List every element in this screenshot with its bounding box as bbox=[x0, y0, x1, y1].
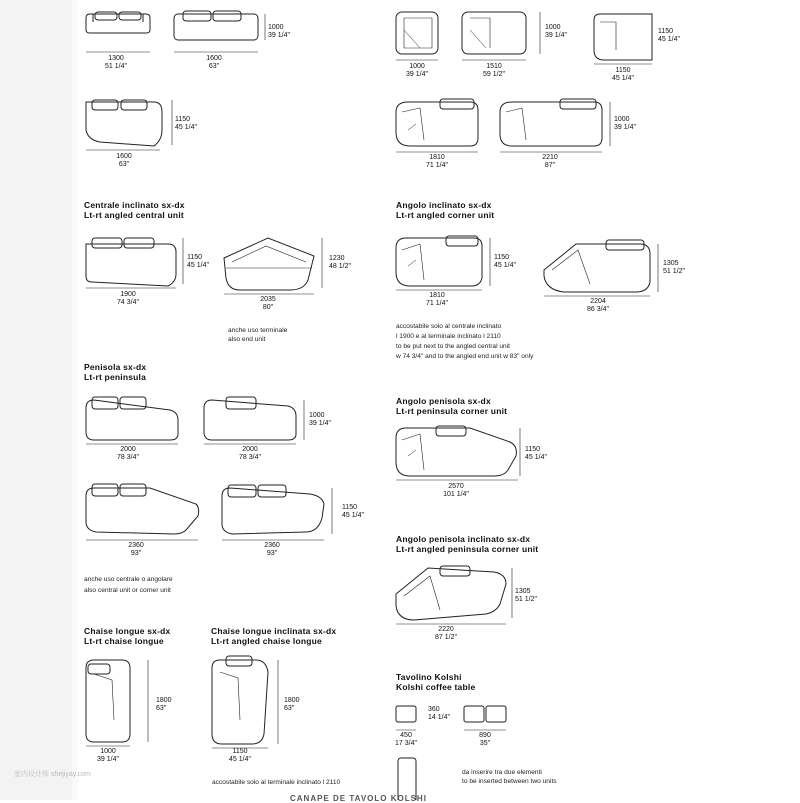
dim-mm: 2000 bbox=[120, 446, 136, 453]
dim-1150-label bbox=[494, 254, 516, 270]
dim-in: 101 1/4" bbox=[443, 491, 469, 498]
title-en: Lt-rt angled corner unit bbox=[396, 210, 495, 220]
dim-mm: 2000 bbox=[242, 446, 258, 453]
watermark: 室内设计师 shejiyay.com bbox=[14, 771, 91, 778]
dim-1000-label bbox=[545, 24, 567, 40]
dim-in: 35" bbox=[479, 740, 491, 747]
dim-1150-label bbox=[220, 748, 260, 764]
dim-1000-label bbox=[268, 24, 290, 40]
dim-mm: 1150 bbox=[525, 446, 541, 453]
dim-in: 51 1/2" bbox=[663, 268, 685, 275]
title-en: Kolshi coffee table bbox=[396, 682, 476, 692]
dim-1600-label bbox=[194, 55, 234, 71]
note-peninsula bbox=[84, 574, 173, 596]
corner-1000-drawing bbox=[396, 12, 438, 60]
dim-mm: 1800 bbox=[156, 697, 172, 704]
note-coffee-table bbox=[462, 768, 557, 786]
dim-in: 39 1/4" bbox=[406, 71, 428, 78]
dim-in: 63" bbox=[156, 705, 167, 712]
dim-mm: 2210 bbox=[542, 154, 558, 161]
note-it: da inserire tra due elementi bbox=[462, 769, 542, 776]
dim-in: 63" bbox=[208, 63, 220, 70]
title-en: Lt-rt angled chaise longue bbox=[211, 636, 322, 646]
note-line: w 74 3/4" and to the angled end unit w 83" only bbox=[396, 353, 534, 360]
dim-2210-label bbox=[530, 154, 570, 170]
dim-in: 39 1/4" bbox=[545, 32, 567, 39]
section-title-angled-central bbox=[84, 200, 185, 220]
dim-mm: 2220 bbox=[438, 626, 454, 633]
dim-1900-label bbox=[108, 291, 148, 307]
peninsula-2360-left-drawing bbox=[86, 484, 199, 540]
dim-2360-label bbox=[116, 542, 156, 558]
dim-mm: 1305 bbox=[515, 588, 531, 595]
dim-mm: 1150 bbox=[658, 28, 674, 35]
dim-1150-label bbox=[187, 254, 209, 270]
corner-2210-drawing bbox=[500, 99, 610, 152]
note-en: also central unit or corner unit bbox=[84, 587, 171, 594]
angled-central-1900-drawing bbox=[86, 238, 183, 288]
dim-2570-label bbox=[436, 483, 476, 499]
dim-mm: 2570 bbox=[448, 483, 464, 490]
dim-in: 80" bbox=[262, 304, 274, 311]
dim-mm: 1150 bbox=[232, 748, 248, 755]
dim-1510-label bbox=[474, 63, 514, 79]
dim-1800-label bbox=[284, 697, 300, 713]
dim-in: 74 3/4" bbox=[117, 299, 139, 306]
note-line: to be put next to the angled central unit bbox=[396, 343, 511, 350]
dim-in: 87" bbox=[544, 162, 556, 169]
dim-2035-label bbox=[248, 296, 288, 312]
dim-1000-label bbox=[614, 116, 636, 132]
note-it: anche uso centrale o angolare bbox=[84, 576, 173, 583]
note-line: accostabile solo al centrale inclinato bbox=[396, 323, 502, 330]
dim-in: 71 1/4" bbox=[426, 162, 448, 169]
footer-cut-text: CANAPE DE TAVOLO KOLSHI bbox=[290, 794, 427, 803]
dim-1000-label bbox=[88, 748, 128, 764]
dim-mm: 890 bbox=[479, 732, 491, 739]
note-end-unit bbox=[228, 326, 287, 344]
angled-chaise-longue-drawing bbox=[212, 656, 278, 748]
peninsula-2000-right-drawing bbox=[204, 397, 304, 444]
dim-in: 39 1/4" bbox=[309, 420, 331, 427]
dim-in: 45 1/4" bbox=[187, 262, 209, 269]
chaise-longue-drawing bbox=[86, 660, 148, 746]
dim-in: 45 1/4" bbox=[658, 36, 680, 43]
dim-2220-label bbox=[426, 626, 466, 642]
dim-mm: 2360 bbox=[264, 542, 280, 549]
section-title-chaise-longue bbox=[84, 626, 170, 646]
section-title-coffee-table bbox=[396, 672, 475, 692]
sofa-1150-angled-drawing bbox=[86, 100, 172, 150]
dim-in: 17 3/4" bbox=[395, 740, 417, 747]
dim-mm: 1600 bbox=[116, 153, 132, 160]
dim-in: 63" bbox=[118, 161, 130, 168]
dim-mm: 2035 bbox=[260, 296, 276, 303]
dim-in: 86 3/4" bbox=[587, 306, 609, 313]
dim-mm: 1150 bbox=[494, 254, 510, 261]
dim-mm: 1305 bbox=[663, 260, 679, 267]
angled-corner-2204-drawing bbox=[544, 240, 658, 296]
note-en: to be inserted between two units bbox=[462, 778, 557, 785]
dim-2360-label bbox=[252, 542, 292, 558]
sofa-1300-drawing bbox=[86, 12, 150, 52]
title-en: Lt-rt peninsula corner unit bbox=[396, 406, 508, 416]
dim-1305-label bbox=[663, 260, 685, 276]
section-title-peninsula-corner bbox=[396, 396, 507, 416]
dim-in: 51 1/2" bbox=[515, 596, 537, 603]
dim-1150-label bbox=[658, 28, 680, 44]
dim-in: 71 1/4" bbox=[426, 300, 448, 307]
peninsula-corner-2570-drawing bbox=[396, 426, 520, 480]
dim-in: 59 1/2" bbox=[483, 71, 505, 78]
title-en: Lt-rt angled peninsula corner unit bbox=[396, 544, 539, 554]
dim-in: 39 1/4" bbox=[97, 756, 119, 763]
dim-1150-label bbox=[175, 116, 197, 132]
dim-1150-label bbox=[525, 446, 547, 462]
dim-in: 78 3/4" bbox=[239, 454, 261, 461]
dim-in: 48 1/2" bbox=[329, 263, 351, 270]
dim-mm: 1000 bbox=[614, 116, 630, 123]
title-it: Centrale inclinato sx-dx bbox=[84, 200, 185, 210]
note-it: anche uso terminale bbox=[228, 327, 288, 334]
corner-1510-drawing bbox=[462, 12, 540, 60]
dim-890-label bbox=[465, 732, 505, 748]
title-en: Lt-rt chaise longue bbox=[84, 636, 164, 646]
dim-1300-label bbox=[96, 55, 136, 71]
dim-mm: 1000 bbox=[545, 24, 561, 31]
note-en: also end unit bbox=[228, 336, 266, 343]
dim-mm: 2360 bbox=[128, 542, 144, 549]
corner-1810-drawing bbox=[396, 99, 478, 152]
dim-in: 63" bbox=[284, 705, 295, 712]
dim-in: 45 1/4" bbox=[175, 124, 197, 131]
sofa-1600-drawing bbox=[174, 11, 265, 52]
dim-360-label bbox=[428, 706, 450, 722]
dim-mm: 1810 bbox=[429, 154, 445, 161]
dim-1810-label bbox=[417, 292, 457, 308]
dim-in: 14 1/4" bbox=[428, 714, 450, 721]
title-it: Angolo penisola inclinato sx-dx bbox=[396, 534, 531, 544]
section-title-angled-corner bbox=[396, 200, 494, 220]
title-it: Tavolino Kolshi bbox=[396, 672, 462, 682]
peninsula-2000-left-drawing bbox=[86, 397, 178, 444]
dim-mm: 450 bbox=[400, 732, 412, 739]
dim-in: 51 1/4" bbox=[105, 63, 127, 70]
dim-1600-label bbox=[104, 153, 144, 169]
dim-in: 45 1/4" bbox=[494, 262, 516, 269]
dim-mm: 1150 bbox=[615, 67, 631, 74]
dim-mm: 1800 bbox=[284, 697, 300, 704]
dim-mm: 1230 bbox=[329, 255, 345, 262]
dim-in: 39 1/4" bbox=[614, 124, 636, 131]
title-it: Angolo penisola sx-dx bbox=[396, 396, 491, 406]
title-it: Penisola sx-dx bbox=[84, 362, 147, 372]
dim-in: 87 1/2" bbox=[435, 634, 457, 641]
title-it: Chaise longue sx-dx bbox=[84, 626, 171, 636]
dim-450-label bbox=[386, 732, 426, 748]
title-it: Angolo inclinato sx-dx bbox=[396, 200, 492, 210]
dim-mm: 1000 bbox=[100, 748, 116, 755]
dim-mm: 1300 bbox=[108, 55, 124, 62]
angled-central-2035-drawing bbox=[224, 238, 322, 294]
angled-corner-1810-drawing bbox=[396, 236, 490, 290]
dim-in: 78 3/4" bbox=[117, 454, 139, 461]
dim-mm: 1150 bbox=[342, 504, 358, 511]
dim-mm: 1810 bbox=[429, 292, 445, 299]
dim-mm: 1000 bbox=[409, 63, 425, 70]
dim-mm: 1510 bbox=[486, 63, 502, 70]
dim-mm: 1000 bbox=[268, 24, 284, 31]
peninsula-2360-right-drawing bbox=[222, 485, 332, 540]
note-line: l 1900 e al terminale inclinato l 2110 bbox=[396, 333, 501, 340]
dim-2000-label bbox=[108, 446, 148, 462]
title-en: Lt-rt peninsula bbox=[84, 372, 147, 382]
note-chaise: accostabile solo al terminale inclinato l 2110 bbox=[212, 779, 341, 786]
dim-mm: 2204 bbox=[590, 298, 606, 305]
dim-mm: 1150 bbox=[187, 254, 203, 261]
dim-in: 93" bbox=[130, 550, 142, 557]
section-title-angled-chaise-longue bbox=[211, 626, 336, 646]
dim-2204-label bbox=[578, 298, 618, 314]
dim-mm: 1900 bbox=[120, 291, 136, 298]
dim-mm: 1600 bbox=[206, 55, 222, 62]
dim-in: 45 1/4" bbox=[525, 454, 547, 461]
dim-1000-label bbox=[397, 63, 437, 79]
angled-peninsula-corner-2220-drawing bbox=[396, 566, 512, 624]
dim-1305-label bbox=[515, 588, 537, 604]
dim-in: 45 1/4" bbox=[229, 756, 251, 763]
dim-1150-label bbox=[342, 504, 364, 520]
dim-mm: 1150 bbox=[175, 116, 191, 123]
dim-in: 93" bbox=[266, 550, 278, 557]
dim-1800-label bbox=[156, 697, 172, 713]
corner-1150-drawing bbox=[594, 14, 652, 64]
section-title-angled-peninsula-corner bbox=[396, 534, 538, 554]
dim-in: 45 1/4" bbox=[342, 512, 364, 519]
dim-2000-label bbox=[230, 446, 270, 462]
section-title-peninsula bbox=[84, 362, 146, 382]
dim-in: 39 1/4" bbox=[268, 32, 290, 39]
dim-1810-label bbox=[417, 154, 457, 170]
title-it: Chaise longue inclinata sx-dx bbox=[211, 626, 337, 636]
dim-1000-label bbox=[309, 412, 331, 428]
dim-1230-label bbox=[329, 255, 351, 271]
dim-mm: 1000 bbox=[309, 412, 325, 419]
note-angled-corner bbox=[396, 322, 533, 362]
title-en: Lt-rt angled central unit bbox=[84, 210, 184, 220]
dim-mm: 360 bbox=[428, 706, 440, 713]
dim-in: 45 1/4" bbox=[612, 75, 634, 82]
dim-1150-label bbox=[603, 67, 643, 83]
